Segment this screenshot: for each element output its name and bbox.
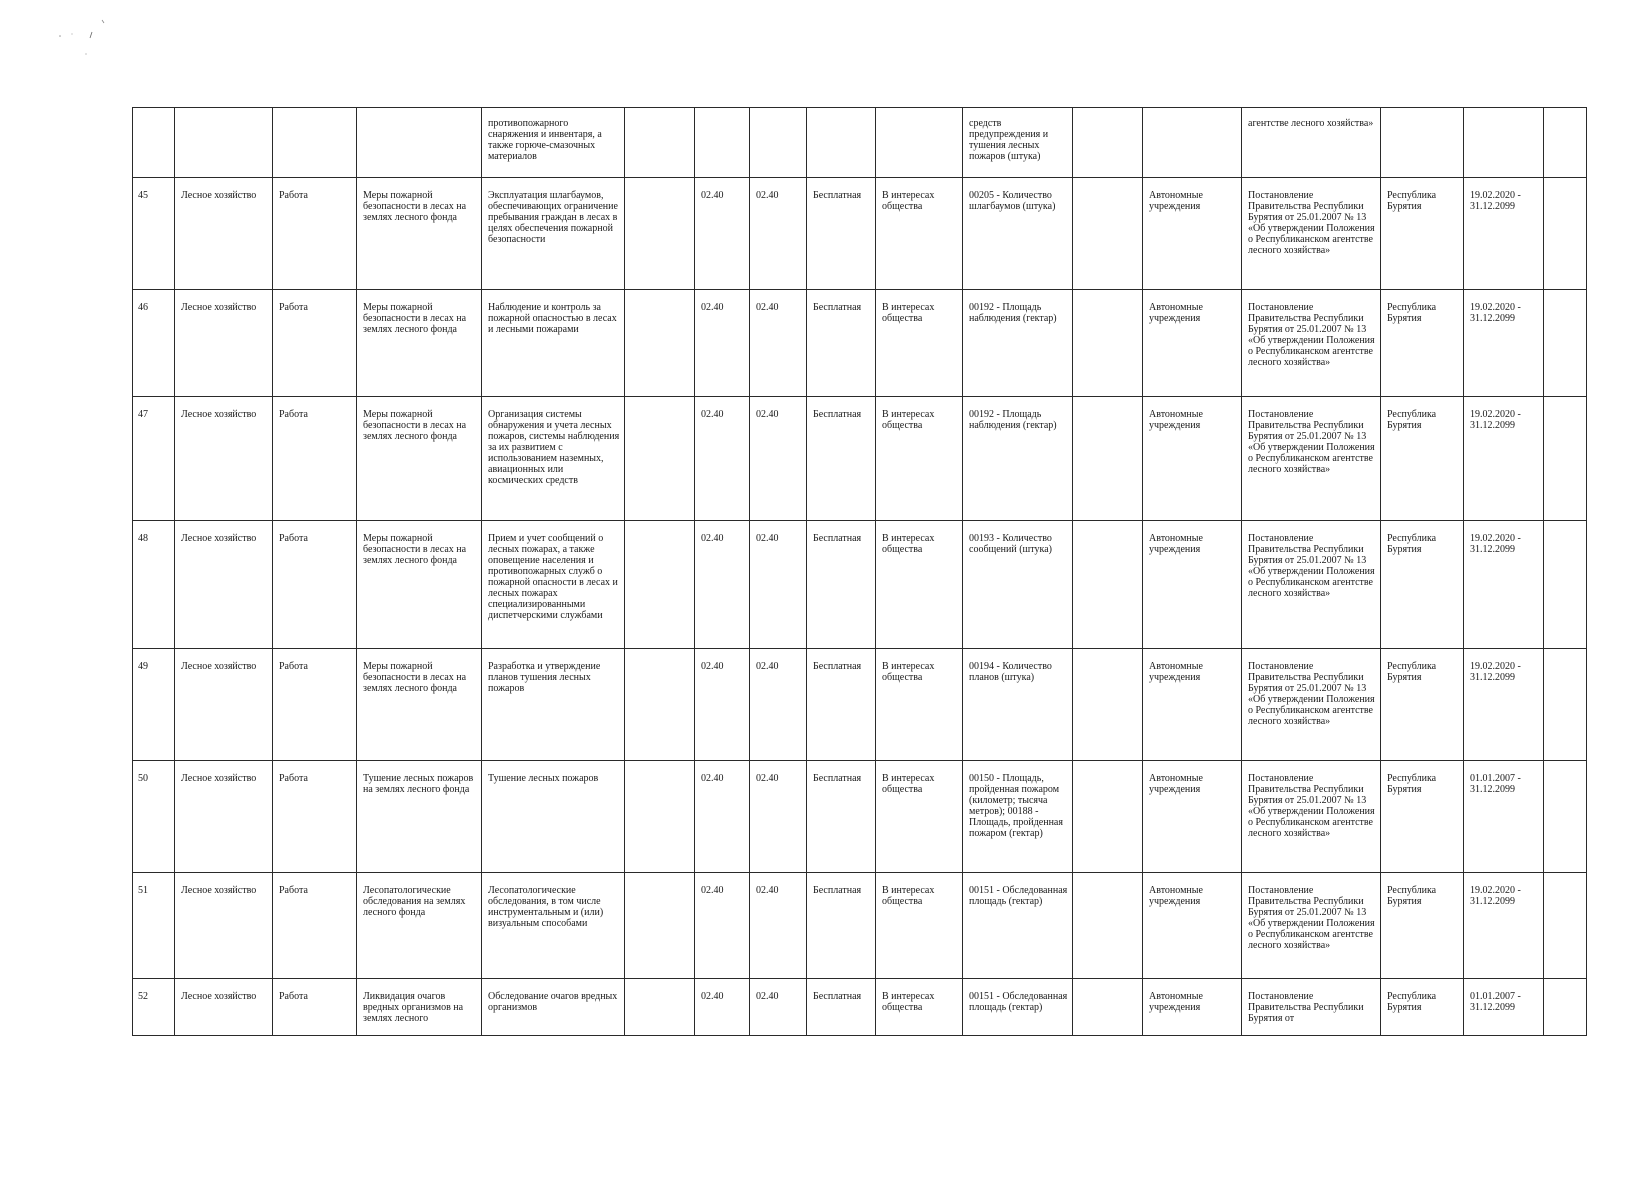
cell-kind: Работа <box>273 521 357 649</box>
cell-pay: Бесплатная <box>807 649 876 761</box>
cell-name: Меры пожарной безопасности в лесах на землях лесного фонда <box>357 397 482 521</box>
cell-region: Республика Бурятия <box>1381 397 1464 521</box>
cell-c12 <box>1073 521 1143 649</box>
cell-period: 01.01.2007 - 31.12.2099 <box>1464 979 1544 1036</box>
table-row <box>133 521 1587 649</box>
table-cell <box>133 108 175 178</box>
cell-c17 <box>1544 649 1587 761</box>
cell-indicator: 00194 - Количество планов (штука) <box>963 649 1073 761</box>
cell-pay: Бесплатная <box>807 290 876 397</box>
cell-c12 <box>1073 290 1143 397</box>
cell-code2: 02.40 <box>750 873 807 979</box>
cell-c6 <box>625 521 695 649</box>
table-row <box>133 649 1587 761</box>
cell-content: Лесопатологические обследования, в том числе инструментальным и (или) визуальным способами <box>482 873 625 979</box>
scan-speckle-marks <box>28 14 118 74</box>
table-cell <box>695 108 750 178</box>
table-row <box>133 290 1587 397</box>
register-body <box>133 108 1587 1036</box>
cell-indicator: 00150 - Площадь, пройденная пожаром (километр; тысяча метров); 00188 - Площадь, пройденная пожаром (гектар) <box>963 761 1073 873</box>
cell-indicator: 00151 - Обследованная площадь (гектар) <box>963 873 1073 979</box>
cell-code1: 02.40 <box>695 397 750 521</box>
cell-c12 <box>1073 873 1143 979</box>
cell-pay: Бесплатная <box>807 979 876 1036</box>
cell-sphere: Лесное хозяйство <box>175 761 273 873</box>
table-cell: средств предупреждения и тушения лесных пожаров (штука) <box>963 108 1073 178</box>
cell-pay: Бесплатная <box>807 521 876 649</box>
cell-name: Лесопатологические обследования на землях лесного фонда <box>357 873 482 979</box>
cell-num: 47 <box>133 397 175 521</box>
cell-name: Меры пожарной безопасности в лесах на землях лесного фонда <box>357 649 482 761</box>
table-row <box>133 873 1587 979</box>
cell-period: 19.02.2020 - 31.12.2099 <box>1464 521 1544 649</box>
cell-c6 <box>625 178 695 290</box>
cell-period: 19.02.2020 - 31.12.2099 <box>1464 290 1544 397</box>
cell-code1: 02.40 <box>695 521 750 649</box>
cell-content: Организация системы обнаружения и учета лесных пожаров, системы наблюдения за их развитием с использованием наземных, авиационных или космических средств <box>482 397 625 521</box>
cell-c6 <box>625 979 695 1036</box>
cell-name: Ликвидация очагов вредных организмов на землях лесного <box>357 979 482 1036</box>
cell-period: 19.02.2020 - 31.12.2099 <box>1464 649 1544 761</box>
cell-region: Республика Бурятия <box>1381 979 1464 1036</box>
cell-basis: Постановление Правительства Республики Бурятия от 25.01.2007 № 13 «Об утверждении Положения о Республиканском агентстве лесного хозяйства» <box>1242 761 1381 873</box>
cell-c12 <box>1073 979 1143 1036</box>
cell-institutions: Автономные учреждения <box>1143 397 1242 521</box>
cell-institutions: Автономные учреждения <box>1143 521 1242 649</box>
cell-basis: Постановление Правительства Республики Бурятия от 25.01.2007 № 13 «Об утверждении Положения о Республиканском агентстве лесного хозяйства» <box>1242 397 1381 521</box>
table-cell: противопожарного снаряжения и инвентаря, а также горюче-смазочных материалов <box>482 108 625 178</box>
cell-c6 <box>625 397 695 521</box>
cell-interest: В интересах общества <box>876 979 963 1036</box>
cell-institutions: Автономные учреждения <box>1143 761 1242 873</box>
cell-code2: 02.40 <box>750 979 807 1036</box>
cell-code1: 02.40 <box>695 178 750 290</box>
cell-name: Меры пожарной безопасности в лесах на землях лесного фонда <box>357 290 482 397</box>
cell-c6 <box>625 873 695 979</box>
cell-content: Тушение лесных пожаров <box>482 761 625 873</box>
table-cell <box>1073 108 1143 178</box>
cell-kind: Работа <box>273 761 357 873</box>
cell-institutions: Автономные учреждения <box>1143 873 1242 979</box>
cell-region: Республика Бурятия <box>1381 521 1464 649</box>
cell-kind: Работа <box>273 397 357 521</box>
cell-period: 19.02.2020 - 31.12.2099 <box>1464 397 1544 521</box>
cell-name: Меры пожарной безопасности в лесах на землях лесного фонда <box>357 521 482 649</box>
table-row <box>133 979 1587 1036</box>
cell-sphere: Лесное хозяйство <box>175 979 273 1036</box>
cell-name: Меры пожарной безопасности в лесах на землях лесного фонда <box>357 178 482 290</box>
cell-c17 <box>1544 979 1587 1036</box>
cell-code2: 02.40 <box>750 178 807 290</box>
cell-num: 45 <box>133 178 175 290</box>
cell-basis: Постановление Правительства Республики Бурятия от 25.01.2007 № 13 «Об утверждении Положения о Республиканском агентстве лесного хозяйства» <box>1242 649 1381 761</box>
cell-num: 48 <box>133 521 175 649</box>
table-row-continuation <box>133 108 1587 178</box>
cell-basis: Постановление Правительства Республики Бурятия от 25.01.2007 № 13 «Об утверждении Положения о Республиканском агентстве лесного хозяйства» <box>1242 290 1381 397</box>
cell-code1: 02.40 <box>695 979 750 1036</box>
cell-code2: 02.40 <box>750 649 807 761</box>
cell-code2: 02.40 <box>750 761 807 873</box>
cell-region: Республика Бурятия <box>1381 290 1464 397</box>
cell-basis: Постановление Правительства Республики Бурятия от <box>1242 979 1381 1036</box>
cell-c12 <box>1073 397 1143 521</box>
cell-c6 <box>625 761 695 873</box>
cell-interest: В интересах общества <box>876 873 963 979</box>
cell-pay: Бесплатная <box>807 397 876 521</box>
table-cell: агентстве лесного хозяйства» <box>1242 108 1381 178</box>
cell-c17 <box>1544 521 1587 649</box>
table-cell <box>807 108 876 178</box>
cell-code2: 02.40 <box>750 521 807 649</box>
table-cell <box>175 108 273 178</box>
cell-c17 <box>1544 397 1587 521</box>
cell-pay: Бесплатная <box>807 178 876 290</box>
cell-code1: 02.40 <box>695 873 750 979</box>
cell-region: Республика Бурятия <box>1381 649 1464 761</box>
cell-code2: 02.40 <box>750 397 807 521</box>
table-row <box>133 178 1587 290</box>
cell-num: 52 <box>133 979 175 1036</box>
cell-institutions: Автономные учреждения <box>1143 979 1242 1036</box>
cell-c17 <box>1544 761 1587 873</box>
cell-period: 01.01.2007 - 31.12.2099 <box>1464 761 1544 873</box>
table-cell <box>876 108 963 178</box>
table-cell <box>1464 108 1544 178</box>
table-row <box>133 761 1587 873</box>
cell-c6 <box>625 649 695 761</box>
cell-kind: Работа <box>273 178 357 290</box>
cell-content: Разработка и утверждение планов тушения лесных пожаров <box>482 649 625 761</box>
cell-kind: Работа <box>273 979 357 1036</box>
cell-content: Эксплуатация шлагбаумов, обеспечивающих ограничение пребывания граждан в лесах в целях обеспечения пожарной безопасности <box>482 178 625 290</box>
cell-sphere: Лесное хозяйство <box>175 290 273 397</box>
cell-num: 46 <box>133 290 175 397</box>
table-cell <box>357 108 482 178</box>
cell-code1: 02.40 <box>695 761 750 873</box>
cell-c6 <box>625 290 695 397</box>
cell-indicator: 00205 - Количество шлагбаумов (штука) <box>963 178 1073 290</box>
cell-pay: Бесплатная <box>807 761 876 873</box>
cell-basis: Постановление Правительства Республики Бурятия от 25.01.2007 № 13 «Об утверждении Положения о Республиканском агентстве лесного хозяйства» <box>1242 521 1381 649</box>
cell-c17 <box>1544 290 1587 397</box>
cell-kind: Работа <box>273 649 357 761</box>
cell-indicator: 00192 - Площадь наблюдения (гектар) <box>963 397 1073 521</box>
cell-sphere: Лесное хозяйство <box>175 178 273 290</box>
cell-content: Наблюдение и контроль за пожарной опасностью в лесах и лесными пожарами <box>482 290 625 397</box>
table-cell <box>273 108 357 178</box>
cell-sphere: Лесное хозяйство <box>175 873 273 979</box>
cell-kind: Работа <box>273 290 357 397</box>
cell-interest: В интересах общества <box>876 761 963 873</box>
cell-code1: 02.40 <box>695 649 750 761</box>
cell-c12 <box>1073 649 1143 761</box>
cell-sphere: Лесное хозяйство <box>175 397 273 521</box>
cell-basis: Постановление Правительства Республики Бурятия от 25.01.2007 № 13 «Об утверждении Положения о Республиканском агентстве лесного хозяйства» <box>1242 178 1381 290</box>
cell-indicator: 00151 - Обследованная площадь (гектар) <box>963 979 1073 1036</box>
cell-interest: В интересах общества <box>876 649 963 761</box>
cell-code1: 02.40 <box>695 290 750 397</box>
cell-region: Республика Бурятия <box>1381 761 1464 873</box>
cell-region: Республика Бурятия <box>1381 873 1464 979</box>
cell-content: Прием и учет сообщений о лесных пожарах, а также оповещение населения и противопожарных служб о пожарной опасности в лесах и лесных пожарах специализированными диспетчерскими службами <box>482 521 625 649</box>
cell-interest: В интересах общества <box>876 521 963 649</box>
cell-c12 <box>1073 178 1143 290</box>
cell-num: 49 <box>133 649 175 761</box>
cell-period: 19.02.2020 - 31.12.2099 <box>1464 873 1544 979</box>
cell-region: Республика Бурятия <box>1381 178 1464 290</box>
table-cell <box>1544 108 1587 178</box>
cell-interest: В интересах общества <box>876 397 963 521</box>
cell-sphere: Лесное хозяйство <box>175 521 273 649</box>
cell-kind: Работа <box>273 873 357 979</box>
table-row <box>133 397 1587 521</box>
table-cell <box>1381 108 1464 178</box>
cell-name: Тушение лесных пожаров на землях лесного фонда <box>357 761 482 873</box>
cell-content: Обследование очагов вредных организмов <box>482 979 625 1036</box>
cell-basis: Постановление Правительства Республики Бурятия от 25.01.2007 № 13 «Об утверждении Положения о Республиканском агентстве лесного хозяйства» <box>1242 873 1381 979</box>
cell-sphere: Лесное хозяйство <box>175 649 273 761</box>
cell-indicator: 00192 - Площадь наблюдения (гектар) <box>963 290 1073 397</box>
cell-interest: В интересах общества <box>876 178 963 290</box>
cell-num: 51 <box>133 873 175 979</box>
cell-indicator: 00193 - Количество сообщений (штука) <box>963 521 1073 649</box>
cell-num: 50 <box>133 761 175 873</box>
cell-c17 <box>1544 873 1587 979</box>
cell-institutions: Автономные учреждения <box>1143 290 1242 397</box>
table-cell <box>625 108 695 178</box>
cell-c17 <box>1544 178 1587 290</box>
table-cell <box>1143 108 1242 178</box>
cell-code2: 02.40 <box>750 290 807 397</box>
table-cell <box>750 108 807 178</box>
services-register-table <box>132 107 1587 1036</box>
cell-interest: В интересах общества <box>876 290 963 397</box>
cell-institutions: Автономные учреждения <box>1143 178 1242 290</box>
cell-pay: Бесплатная <box>807 873 876 979</box>
cell-c12 <box>1073 761 1143 873</box>
cell-period: 19.02.2020 - 31.12.2099 <box>1464 178 1544 290</box>
cell-institutions: Автономные учреждения <box>1143 649 1242 761</box>
